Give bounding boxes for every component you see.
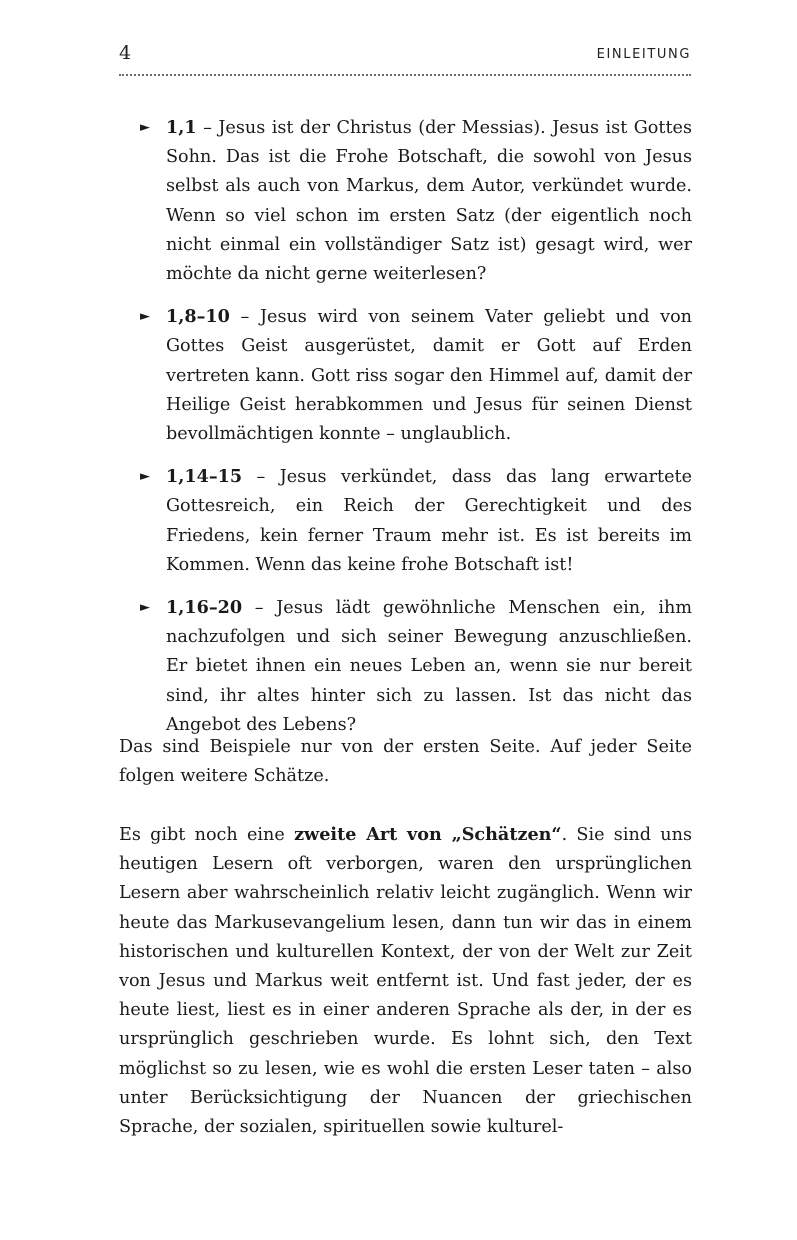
verse-reference: 1,1 <box>166 117 197 138</box>
list-item <box>140 113 692 289</box>
scripture-highlights-list <box>140 113 692 753</box>
page-number: 4 <box>119 42 132 64</box>
running-head: EINLEITUNG <box>596 47 691 62</box>
list-item-text: – Jesus verkündet, dass das lang erwartete Gottesreich, ein Reich der Gerechtigkeit und des Friedens, kein ferner Traum mehr ist. Es ist bereits im Kommen. Wenn das keine frohe Botschaft ist! <box>166 467 692 575</box>
paragraph-lead: Es gibt noch eine <box>119 825 295 845</box>
body-paragraph <box>119 820 692 1142</box>
page-header <box>119 40 691 76</box>
triangle-bullet-icon: ► <box>140 120 150 135</box>
list-item-text: – Jesus wird von seinem Vater geliebt und von Gottes Geist ausgerüstet, damit er Gott auf Erden vertreten kann. Gott riss sogar den Himmel auf, damit der Heilige Geist herabkommen und Jesus für seinen Dienst bevollmächtigen konnte – unglaublich. <box>166 307 692 445</box>
paragraph-rest: . Sie sind uns heutigen Lesern oft verborgen, waren den ursprünglichen Lesern aber wahrscheinlich relativ leicht zugänglich. Wenn wir heute das Markusevangelium lesen, dann tun wir das in einem historischen und kulturellen Kontext, der von der Welt zur Zeit von Jesus und Markus weit entfernt ist. Und fast jeder, der es heute liest, liest es in einer anderen Sprache als der, in der es ursprünglich geschrieben wurde. Es lohnt sich, den Text möglichst so zu lesen, wie es wohl die ersten Leser taten – also unter Berücksichtigung der Nuancen der griechischen Sprache, der sozialen, spirituellen sowie kulturel- <box>119 825 692 1138</box>
verse-reference: 1,16–20 <box>166 597 243 619</box>
body-paragraph: Das sind Beispiele nur von der ersten Seite. Auf jeder Seite folgen weitere Schätze. <box>119 737 692 787</box>
list-item <box>140 462 692 580</box>
verse-reference: 1,8–10 <box>166 306 230 328</box>
list-item-text: – Jesus lädt gewöhnliche Menschen ein, ihm nachzufolgen und sich seiner Bewegung anzuschließen. Er bietet ihnen ein neues Leben an, wenn sie nur bereit sind, ihr altes hinter sich zu lassen. Ist das nicht das Angebot des Lebens? <box>166 598 692 735</box>
list-item <box>140 302 692 449</box>
list-item-text: – Jesus ist der Christus (der Messias). Jesus ist Gottes Sohn. Das ist die Frohe Botschaft, die sowohl von Jesus selbst als auch von Markus, dem Autor, verkündet wurde. Wenn so viel schon im ersten Satz (der eigentlich noch nicht einmal ein vollständiger Satz ist) gesagt wird, wer möchte da nicht gerne weiterlesen? <box>166 118 692 285</box>
emphasis-text: zweite Art von „Schätzen“ <box>294 824 562 845</box>
verse-reference: 1,14–15 <box>166 466 243 488</box>
triangle-bullet-icon: ► <box>140 309 150 325</box>
triangle-bullet-icon: ► <box>140 600 150 616</box>
list-item <box>140 593 692 740</box>
triangle-bullet-icon: ► <box>140 469 150 485</box>
